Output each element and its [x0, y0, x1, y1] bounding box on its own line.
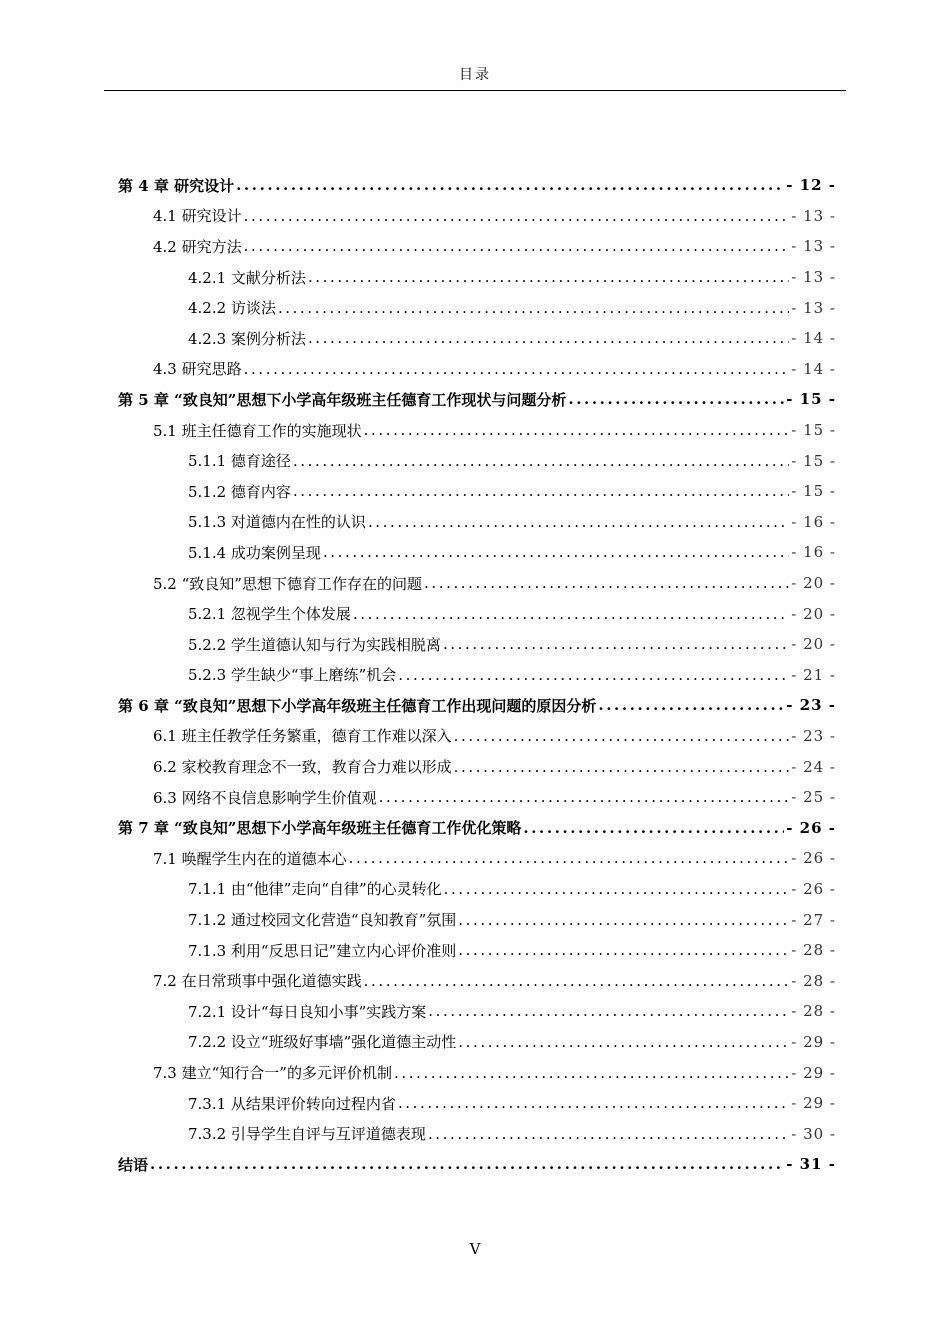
toc-entry[interactable] [118, 537, 836, 568]
toc-dot-leader [428, 1125, 789, 1143]
toc-entry-title: 7.2.1 设计“每日良知小事”实践方案 [188, 1002, 427, 1021]
toc-dot-leader [150, 1155, 784, 1173]
toc-entry-title: 7.3.2 引导学生自评与互评道德表现 [188, 1125, 426, 1144]
toc-entry-page: - 29 - [791, 1063, 836, 1082]
toc-entry-title: 第 5 章 “致良知”思想下小学高年级班主任德育工作现状与问题分析 [118, 390, 567, 409]
toc-entry-page: - 26 - [791, 849, 836, 868]
toc-entry-page: - 26 - [791, 879, 836, 898]
toc-entry-page: - 29 - [791, 1094, 836, 1113]
toc-entry[interactable] [118, 354, 836, 385]
toc-dot-leader [323, 543, 789, 561]
toc-entry-title: 5.2.3 学生缺少“事上磨练”机会 [188, 666, 397, 685]
toc-entry-page: - 28 - [791, 971, 836, 990]
toc-entry[interactable] [118, 904, 836, 935]
toc-entry[interactable] [118, 170, 836, 201]
toc-entry-page: - 23 - [791, 726, 836, 745]
toc-dot-leader [368, 513, 789, 531]
toc-entry-title: 7.1.3 利用“反思日记”建立内心评价准则 [188, 941, 457, 960]
toc-entry-page: - 14 - [791, 329, 836, 348]
toc-entry[interactable] [118, 782, 836, 813]
toc-entry[interactable] [118, 262, 836, 293]
toc-entry-page: - 24 - [791, 757, 836, 776]
toc-entry-page: - 27 - [791, 910, 836, 929]
toc-dot-leader [308, 329, 789, 347]
toc-entry-title: 5.1 班主任德育工作的实施现状 [153, 421, 362, 440]
toc-entry-title: 7.1.2 通过校园文化营造“良知教育”氛围 [188, 911, 457, 930]
toc-entry-title: 6.2 家校教育理念不一致，教育合力难以形成 [153, 758, 452, 777]
toc-entry[interactable] [118, 935, 836, 966]
toc-dot-leader [523, 819, 784, 837]
toc-entry-page: - 25 - [791, 788, 836, 807]
toc-entry[interactable] [118, 568, 836, 599]
toc-entry-page: - 29 - [791, 1032, 836, 1051]
toc-entry-title: 4.2 研究方法 [153, 237, 242, 256]
toc-entry-page: - 13 - [791, 237, 836, 256]
toc-entry-page: - 20 - [791, 574, 836, 593]
toc-dot-leader [428, 1002, 789, 1020]
toc-dot-leader [244, 207, 790, 225]
toc-entry-title: 4.2.2 访谈法 [188, 299, 276, 318]
toc-dot-leader [394, 1064, 789, 1082]
toc-dot-leader [458, 911, 789, 929]
toc-entry[interactable] [118, 965, 836, 996]
toc-dot-leader [458, 941, 789, 959]
toc-entry-title: 第 6 章 “致良知”思想下小学高年级班主任德育工作出现问题的原因分析 [118, 696, 597, 715]
toc-entry[interactable] [118, 323, 836, 354]
toc-entry[interactable] [118, 751, 836, 782]
toc-entry-title: 5.1.1 德育途径 [188, 452, 291, 471]
toc-dot-leader [244, 237, 790, 255]
toc-dot-leader [424, 574, 789, 592]
toc-entry-title: 5.2.2 学生道德认知与行为实践相脱离 [188, 635, 441, 654]
toc-dot-leader [364, 972, 790, 990]
toc-entry-title: 7.3 建立“知行合一”的多元评价机制 [153, 1064, 392, 1083]
toc-entry-page: - 16 - [791, 512, 836, 531]
toc-dot-leader [398, 1094, 789, 1112]
toc-dot-leader [598, 696, 784, 714]
toc-entry[interactable] [118, 1088, 836, 1119]
toc-entry[interactable] [118, 690, 836, 721]
toc-entry-page: - 28 - [791, 1002, 836, 1021]
toc-dot-leader [443, 635, 789, 653]
toc-entry-page: - 13 - [791, 298, 836, 317]
toc-entry-page: - 20 - [791, 635, 836, 654]
toc-entry-page: - 23 - [786, 696, 836, 715]
toc-entry[interactable] [118, 201, 836, 232]
toc-entry-page: - 30 - [791, 1124, 836, 1143]
toc-dot-leader [379, 788, 790, 806]
toc-entry-title: 5.1.4 成功案例呈现 [188, 543, 321, 562]
toc-entry[interactable] [118, 996, 836, 1027]
toc-entry-title: 4.2.1 文献分析法 [188, 268, 306, 287]
toc-entry[interactable] [118, 1057, 836, 1088]
toc-entry-title: 第 4 章 研究设计 [118, 176, 235, 195]
toc-entry[interactable] [118, 292, 836, 323]
toc-entry[interactable] [118, 445, 836, 476]
toc-entry-title: 7.3.1 从结果评价转向过程内省 [188, 1094, 396, 1113]
toc-entry-title: 7.2 在日常琐事中强化道德实践 [153, 972, 362, 991]
toc-entry-title: 5.2.1 忽视学生个体发展 [188, 605, 351, 624]
toc-entry-title: 5.2 “致良知”思想下德育工作存在的问题 [153, 574, 422, 593]
toc-entry[interactable] [118, 1118, 836, 1149]
toc-entry-page: - 15 - [786, 390, 836, 409]
toc-entry-page: - 12 - [786, 176, 836, 195]
toc-entry[interactable] [118, 660, 836, 691]
toc-dot-leader [454, 727, 790, 745]
toc-dot-leader [444, 880, 790, 898]
toc-entry-page: - 31 - [786, 1155, 836, 1174]
toc-entry-page: - 15 - [791, 451, 836, 470]
toc-entry-title: 7.1.1 由“他律”走向“自律”的心灵转化 [188, 880, 442, 899]
toc-entry-page: - 15 - [791, 421, 836, 440]
toc-entry[interactable] [118, 721, 836, 752]
toc-entry[interactable] [118, 476, 836, 507]
toc-entry[interactable] [118, 507, 836, 538]
toc-entry-title: 4.1 研究设计 [153, 207, 242, 226]
toc-entry-page: - 20 - [791, 604, 836, 623]
toc-dot-leader [293, 482, 789, 500]
toc-entry-page: - 21 - [791, 665, 836, 684]
toc-entry[interactable] [118, 231, 836, 262]
toc-dot-leader [244, 360, 790, 378]
toc-entry-title: 4.3 研究思路 [153, 360, 242, 379]
toc-entry-page: - 26 - [786, 818, 836, 837]
toc-entry-title: 第 7 章 “致良知”思想下小学高年级班主任德育工作优化策略 [118, 819, 522, 838]
toc-entry-title: 5.1.3 对道德内在性的认识 [188, 513, 366, 532]
toc-dot-leader [236, 176, 784, 194]
toc-entry[interactable] [118, 629, 836, 660]
toc-entry-page: - 28 - [791, 941, 836, 960]
toc-entry[interactable] [118, 598, 836, 629]
toc-entry-title: 6.1 班主任教学任务繁重，德育工作难以深入 [153, 727, 452, 746]
toc-dot-leader [293, 452, 789, 470]
toc-dot-leader [308, 268, 789, 286]
toc-dot-leader [398, 666, 789, 684]
toc-entry[interactable] [118, 874, 836, 905]
toc-entry-title: 结语 [118, 1155, 149, 1174]
toc-dot-leader [278, 299, 789, 317]
table-of-contents [118, 170, 836, 1180]
toc-entry[interactable] [118, 1149, 836, 1180]
toc-entry-page: - 14 - [791, 359, 836, 378]
header-divider [104, 90, 846, 91]
toc-entry-title: 7.2.2 设立“班级好事墙”强化道德主动性 [188, 1033, 457, 1052]
toc-entry-title: 7.1 唤醒学生内在的道德本心 [153, 849, 347, 868]
toc-entry[interactable] [118, 812, 836, 843]
toc-entry-page: - 13 - [791, 206, 836, 225]
toc-dot-leader [364, 421, 790, 439]
toc-dot-leader [454, 758, 790, 776]
toc-entry[interactable] [118, 1027, 836, 1058]
toc-entry-title: 5.1.2 德育内容 [188, 482, 291, 501]
toc-entry-title: 6.3 网络不良信息影响学生价值观 [153, 788, 377, 807]
toc-dot-leader [568, 390, 784, 408]
toc-dot-leader [349, 849, 790, 867]
toc-dot-leader [458, 1033, 789, 1051]
toc-entry[interactable] [118, 843, 836, 874]
toc-entry-page: - 16 - [791, 543, 836, 562]
page-header-title: 目录 [459, 67, 491, 83]
toc-entry-title: 4.2.3 案例分析法 [188, 329, 306, 348]
toc-entry-page: - 15 - [791, 482, 836, 501]
toc-entry-page: - 13 - [791, 268, 836, 287]
page-number: V [469, 1240, 481, 1258]
toc-entry[interactable] [118, 415, 836, 446]
toc-entry[interactable] [118, 384, 836, 415]
toc-dot-leader [353, 605, 789, 623]
